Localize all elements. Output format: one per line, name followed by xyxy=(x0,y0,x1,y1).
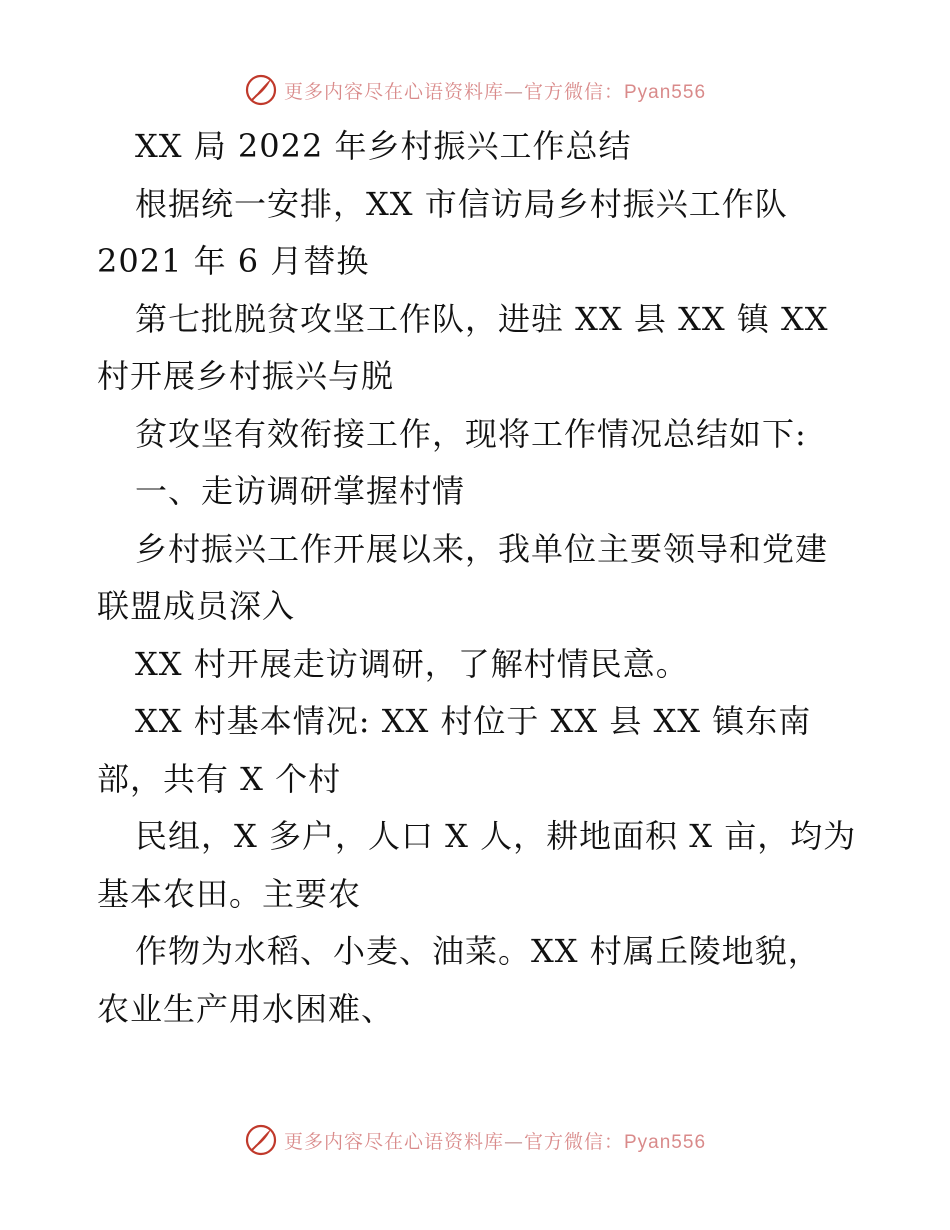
banner-dash: — xyxy=(503,1130,524,1153)
paragraph-line: 2021 年 6 月替换 xyxy=(97,242,370,280)
paragraph-line: 第七批脱贫攻坚工作队，进驻 XX 县 XX 镇 XX xyxy=(135,299,829,338)
banner-wechat-label: 官方微信： xyxy=(523,80,624,103)
banner-wechat-label: 官方微信： xyxy=(523,1130,624,1153)
banner-main-text: 更多内容尽在心语资料库 xyxy=(283,80,504,103)
paragraph-line: 基本农田。主要农 xyxy=(97,874,362,913)
banner-main-text: 更多内容尽在心语资料库 xyxy=(283,1130,504,1153)
paragraph-line: 联盟成员深入 xyxy=(97,587,296,625)
banner-dash: — xyxy=(503,80,524,103)
paragraph-line: 贫攻坚有效衔接工作，现将工作情况总结如下: xyxy=(135,414,807,453)
header-banner xyxy=(0,68,950,112)
paragraph-line: 民组，X 多户，人口 X 人，耕地面积 X 亩，均为 xyxy=(135,817,857,855)
document-title: XX 局 2022 年乡村振兴工作总结 xyxy=(135,127,632,165)
banner-wechat-id: Pyan556 xyxy=(624,1131,707,1153)
paragraph-line: 根据统一安排，XX 市信访局乡村振兴工作队 xyxy=(135,184,788,223)
paragraph-line: 村开展乡村振兴与脱 xyxy=(97,357,395,395)
paragraph-line: 农业生产用水困难、 xyxy=(97,989,395,1028)
banner-text xyxy=(284,77,706,104)
footer-banner xyxy=(0,1118,950,1162)
paragraph-line: 部，共有 X 个村 xyxy=(97,759,342,798)
paragraph-line: XX 村开展走访调研，了解村情民意。 xyxy=(135,644,689,683)
quill-logo-icon xyxy=(244,73,278,107)
document-body xyxy=(97,118,857,1038)
section-heading: 一、走访调研掌握村情 xyxy=(135,472,466,510)
quill-logo-icon xyxy=(244,1123,278,1157)
paragraph-line: 作物为水稻、小麦、油菜。XX 村属丘陵地貌， xyxy=(135,932,821,970)
banner-text xyxy=(284,1127,706,1154)
paragraph-line: 乡村振兴工作开展以来，我单位主要领导和党建 xyxy=(135,529,829,568)
banner-wechat-id: Pyan556 xyxy=(624,81,707,103)
paragraph-line: XX 村基本情况: XX 村位于 XX 县 XX 镇东南 xyxy=(135,702,812,740)
